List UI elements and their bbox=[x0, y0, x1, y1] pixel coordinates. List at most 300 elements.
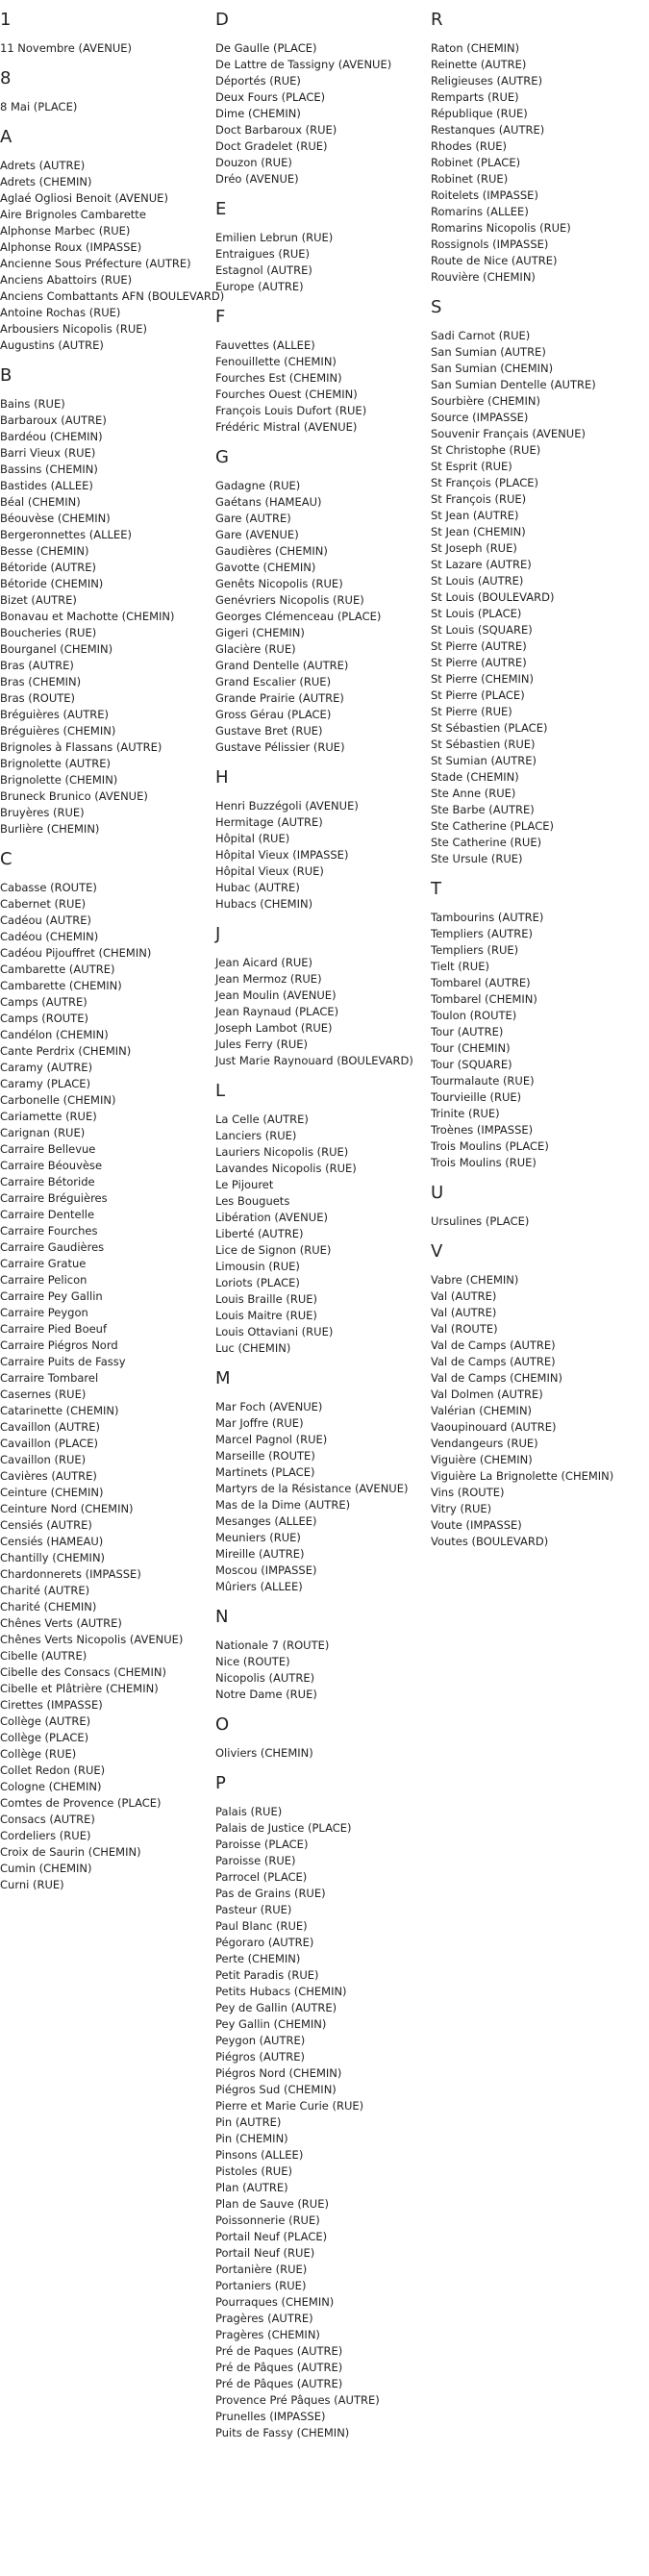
street-entry: Cibelle (AUTRE) bbox=[0, 1649, 87, 1663]
street-list bbox=[215, 40, 429, 188]
street-entry: Val (AUTRE) bbox=[431, 1306, 497, 1319]
street-entry: Martyrs de la Résistance (AVENUE) bbox=[215, 1482, 409, 1495]
letter-section-d bbox=[215, 10, 429, 188]
street-entry: Stade (CHEMIN) bbox=[431, 770, 519, 784]
street-entry: Cavaillon (RUE) bbox=[0, 1453, 87, 1466]
street-entry: Val (ROUTE) bbox=[431, 1322, 498, 1336]
street-entry: Parrocel (PLACE) bbox=[215, 1870, 308, 1884]
street-entry: Mar Foch (AVENUE) bbox=[215, 1400, 323, 1413]
street-entry: Lice de Signon (RUE) bbox=[215, 1243, 332, 1257]
street-entry: Pistoles (RUE) bbox=[215, 2164, 292, 2178]
street-entry: Cadéou (AUTRE) bbox=[0, 913, 91, 927]
section-letter-heading: B bbox=[0, 365, 12, 386]
street-entry: Carraire Peygon bbox=[0, 1306, 88, 1319]
street-entry: République (RUE) bbox=[431, 107, 528, 120]
street-entry: Ursulines (PLACE) bbox=[431, 1214, 530, 1228]
street-entry: Cavières (AUTRE) bbox=[0, 1469, 97, 1483]
street-entry: Collet Redon (RUE) bbox=[0, 1763, 106, 1777]
street-entry: Brignoles à Flassans (AUTRE) bbox=[0, 740, 162, 754]
street-entry: Candélon (CHEMIN) bbox=[0, 1028, 109, 1041]
street-entry: Grand Dentelle (AUTRE) bbox=[215, 659, 349, 672]
letter-section-f bbox=[215, 307, 429, 436]
street-entry: Ste Barbe (AUTRE) bbox=[431, 803, 535, 816]
street-entry: Carbonelle (CHEMIN) bbox=[0, 1093, 116, 1107]
street-entry: Carraire Pied Boeuf bbox=[0, 1322, 108, 1336]
street-entry: Pasteur (RUE) bbox=[215, 1903, 292, 1916]
street-entry: Pas de Grains (RUE) bbox=[215, 1887, 326, 1900]
street-entry: Perte (CHEMIN) bbox=[215, 1952, 301, 1965]
street-entry: 8 Mai (PLACE) bbox=[0, 100, 78, 113]
street-entry: Bizet (AUTRE) bbox=[0, 593, 77, 607]
letter-section-c bbox=[0, 849, 213, 1893]
street-entry: St Louis (SQUARE) bbox=[431, 623, 533, 637]
street-entry: Rouvière (CHEMIN) bbox=[431, 270, 536, 284]
street-entry: Romarins (ALLEE) bbox=[431, 205, 529, 218]
street-list bbox=[215, 1399, 429, 1595]
street-entry: Bras (CHEMIN) bbox=[0, 675, 82, 688]
street-entry: Pré de Pâques (AUTRE) bbox=[215, 2377, 343, 2390]
street-entry: Hubac (AUTRE) bbox=[215, 881, 300, 894]
street-entry: 11 Novembre (AVENUE) bbox=[0, 41, 133, 55]
street-entry: St Sébastien (RUE) bbox=[431, 738, 536, 751]
street-list bbox=[215, 230, 429, 295]
street-entry: Val de Camps (AUTRE) bbox=[431, 1338, 556, 1352]
street-entry: Burlière (CHEMIN) bbox=[0, 822, 100, 836]
street-entry: Viguière (CHEMIN) bbox=[431, 1453, 533, 1466]
street-entry: St Sumian (AUTRE) bbox=[431, 754, 537, 767]
street-entry: Aire Brignoles Cambarette bbox=[0, 208, 146, 221]
street-entry: Marcel Pagnol (RUE) bbox=[215, 1433, 328, 1446]
street-entry: Pey de Gallin (AUTRE) bbox=[215, 2001, 337, 2014]
street-entry: Moscou (IMPASSE) bbox=[215, 1563, 317, 1577]
street-entry: St Louis (BOULEVARD) bbox=[431, 590, 555, 604]
street-entry: Carraire Gaudières bbox=[0, 1240, 105, 1254]
street-entry: Mas de la Dime (AUTRE) bbox=[215, 1498, 351, 1512]
street-list bbox=[431, 910, 649, 1171]
street-entry: Vaoupinouard (AUTRE) bbox=[431, 1420, 557, 1434]
street-entry: Collège (PLACE) bbox=[0, 1731, 89, 1744]
street-entry: Gigeri (CHEMIN) bbox=[215, 626, 305, 639]
street-entry: Curni (RUE) bbox=[0, 1878, 64, 1891]
street-entry: Mûriers (ALLEE) bbox=[215, 1580, 303, 1593]
street-entry: Collège (AUTRE) bbox=[0, 1714, 91, 1728]
letter-section-u bbox=[431, 1183, 649, 1230]
section-letter-heading: O bbox=[215, 1714, 230, 1735]
street-entry: Fauvettes (ALLEE) bbox=[215, 338, 315, 352]
street-entry: Georges Clémenceau (PLACE) bbox=[215, 610, 382, 623]
letter-section-r bbox=[431, 10, 649, 286]
street-entry: Louis Maitre (RUE) bbox=[215, 1309, 317, 1322]
street-entry: Ste Catherine (PLACE) bbox=[431, 819, 554, 833]
street-list bbox=[215, 955, 429, 1069]
street-entry: Petit Paradis (RUE) bbox=[215, 1968, 319, 1982]
street-entry: Caramy (PLACE) bbox=[0, 1077, 91, 1090]
street-entry: Fenouillette (CHEMIN) bbox=[215, 355, 337, 368]
letter-section-m bbox=[215, 1368, 429, 1595]
street-entry: Carraire Pelicon bbox=[0, 1273, 87, 1287]
street-entry: Remparts (RUE) bbox=[431, 90, 519, 104]
street-entry: St François (RUE) bbox=[431, 492, 527, 506]
street-entry: Cirettes (IMPASSE) bbox=[0, 1698, 103, 1712]
street-entry: St Pierre (CHEMIN) bbox=[431, 672, 534, 686]
street-entry: Carraire Fourches bbox=[0, 1224, 98, 1238]
street-entry: Cante Perdrix (CHEMIN) bbox=[0, 1044, 132, 1058]
letter-section-j bbox=[215, 924, 429, 1069]
section-letter-heading: E bbox=[215, 199, 227, 219]
street-entry: Reinette (AUTRE) bbox=[431, 58, 527, 71]
street-entry: Ceinture Nord (CHEMIN) bbox=[0, 1502, 134, 1515]
street-entry: Libération (AVENUE) bbox=[215, 1211, 328, 1224]
street-entry: San Sumian Dentelle (AUTRE) bbox=[431, 378, 596, 391]
street-entry: Jules Ferry (RUE) bbox=[215, 1038, 309, 1051]
street-entry: Plan de Sauve (RUE) bbox=[215, 2197, 329, 2211]
street-entry: Poissonnerie (RUE) bbox=[215, 2213, 320, 2227]
section-letter-heading: N bbox=[215, 1607, 229, 1627]
street-entry: Aglaé Ogliosi Benoit (AVENUE) bbox=[0, 191, 168, 205]
street-entry: Cabernet (RUE) bbox=[0, 897, 87, 911]
letter-section-1 bbox=[0, 10, 213, 57]
street-entry: Cabasse (ROUTE) bbox=[0, 881, 97, 894]
street-entry: Marseille (ROUTE) bbox=[215, 1449, 315, 1463]
street-entry: Joseph Lambot (RUE) bbox=[215, 1021, 333, 1035]
street-entry: Carraire Tombarel bbox=[0, 1371, 99, 1385]
street-entry: Tielt (RUE) bbox=[431, 960, 489, 973]
street-entry: Bétoride (CHEMIN) bbox=[0, 577, 104, 590]
street-entry: Val Dolmen (AUTRE) bbox=[431, 1388, 543, 1401]
street-entry: Les Bouguets bbox=[215, 1194, 290, 1208]
street-entry: Ste Catherine (RUE) bbox=[431, 836, 542, 849]
street-entry: Douzon (RUE) bbox=[215, 156, 292, 169]
street-entry: St Pierre (PLACE) bbox=[431, 688, 525, 702]
letter-section-n bbox=[215, 1607, 429, 1703]
street-entry: Tourvieille (RUE) bbox=[431, 1090, 522, 1104]
street-entry: Cavaillon (PLACE) bbox=[0, 1437, 99, 1450]
street-entry: Pierre et Marie Curie (RUE) bbox=[215, 2099, 364, 2113]
street-entry: Censiés (HAMEAU) bbox=[0, 1535, 104, 1548]
street-entry: Carraire Bellevue bbox=[0, 1142, 96, 1156]
street-list bbox=[0, 40, 213, 57]
street-entry: Barri Vieux (RUE) bbox=[0, 446, 96, 460]
street-entry: Antoine Rochas (RUE) bbox=[0, 306, 121, 319]
street-entry: Valérian (CHEMIN) bbox=[431, 1404, 533, 1417]
street-entry: Petits Hubacs (CHEMIN) bbox=[215, 1985, 347, 1998]
street-entry: Paroisse (PLACE) bbox=[215, 1838, 309, 1851]
street-entry: Tour (SQUARE) bbox=[431, 1058, 512, 1071]
street-entry: Robinet (RUE) bbox=[431, 172, 509, 186]
street-entry: Pinsons (ALLEE) bbox=[215, 2148, 304, 2162]
street-entry: Carraire Gratue bbox=[0, 1257, 87, 1270]
street-entry: Alphonse Marbec (RUE) bbox=[0, 224, 131, 238]
street-entry: Pey Gallin (CHEMIN) bbox=[215, 2017, 327, 2031]
street-entry: Comtes de Provence (PLACE) bbox=[0, 1796, 162, 1810]
street-entry: Pin (CHEMIN) bbox=[215, 2132, 288, 2145]
letter-section-l bbox=[215, 1081, 429, 1357]
street-entry: Toulon (ROUTE) bbox=[431, 1009, 517, 1022]
street-entry: Tombarel (AUTRE) bbox=[431, 976, 531, 989]
street-entry: St François (PLACE) bbox=[431, 476, 539, 489]
street-entry: Hôpital (RUE) bbox=[215, 832, 290, 845]
street-entry: St Jean (CHEMIN) bbox=[431, 525, 526, 538]
street-entry: Bréguières (AUTRE) bbox=[0, 708, 110, 721]
street-entry: St Louis (AUTRE) bbox=[431, 574, 524, 588]
street-entry: Rhodes (RUE) bbox=[431, 139, 507, 153]
street-index-column-3 bbox=[431, 0, 649, 1550]
street-entry: Carraire Puits de Fassy bbox=[0, 1355, 126, 1368]
street-entry: Rossignols (IMPASSE) bbox=[431, 238, 549, 251]
section-letter-heading: H bbox=[215, 767, 229, 788]
street-entry: Portail Neuf (PLACE) bbox=[215, 2230, 328, 2243]
street-entry: Augustins (AUTRE) bbox=[0, 338, 104, 352]
street-entry: Grande Prairie (AUTRE) bbox=[215, 691, 344, 705]
street-entry: Sadi Carnot (RUE) bbox=[431, 329, 531, 342]
street-entry: Vins (ROUTE) bbox=[431, 1486, 505, 1499]
street-list bbox=[431, 328, 649, 867]
street-entry: Carraire Dentelle bbox=[0, 1208, 95, 1221]
street-index-column-1 bbox=[0, 0, 225, 1893]
section-letter-heading: U bbox=[431, 1183, 444, 1203]
street-entry: Gaétans (HAMEAU) bbox=[215, 495, 322, 509]
street-entry: Croix de Saurin (CHEMIN) bbox=[0, 1845, 141, 1859]
letter-section-g bbox=[215, 447, 429, 756]
street-entry: Pin (AUTRE) bbox=[215, 2115, 282, 2129]
street-entry: Limousin (RUE) bbox=[215, 1260, 300, 1273]
street-entry: Source (IMPASSE) bbox=[431, 411, 529, 424]
street-entry: Béouvèse (CHEMIN) bbox=[0, 512, 111, 525]
section-letter-heading: C bbox=[0, 849, 12, 869]
street-list bbox=[0, 396, 213, 838]
street-entry: Ceinture (CHEMIN) bbox=[0, 1486, 104, 1499]
street-entry: Brignolette (CHEMIN) bbox=[0, 773, 118, 787]
street-entry: Carraire Piégros Nord bbox=[0, 1338, 118, 1352]
street-entry: Bras (AUTRE) bbox=[0, 659, 74, 672]
street-entry: Brignolette (AUTRE) bbox=[0, 757, 111, 770]
street-entry: Nice (ROUTE) bbox=[215, 1655, 290, 1668]
street-entry: Anciens Abattoirs (RUE) bbox=[0, 273, 133, 287]
section-letter-heading: G bbox=[215, 447, 229, 467]
street-entry: Chênes Verts (AUTRE) bbox=[0, 1616, 122, 1630]
street-entry: St Lazare (AUTRE) bbox=[431, 558, 532, 571]
street-entry: Collège (RUE) bbox=[0, 1747, 77, 1761]
street-entry: Robinet (PLACE) bbox=[431, 156, 521, 169]
letter-section-b bbox=[0, 365, 213, 838]
street-entry: Bras (ROUTE) bbox=[0, 691, 76, 705]
street-entry: Carraire Bétoride bbox=[0, 1175, 95, 1188]
street-entry: Le Pijouret bbox=[215, 1178, 274, 1191]
street-entry: Pré de Paques (AUTRE) bbox=[215, 2344, 343, 2358]
street-list bbox=[0, 880, 213, 1893]
letter-section-p bbox=[215, 1773, 429, 2441]
street-entry: Hôpital Vieux (IMPASSE) bbox=[215, 848, 349, 862]
street-entry: Cibelle des Consacs (CHEMIN) bbox=[0, 1665, 166, 1679]
section-letter-heading: D bbox=[215, 10, 229, 30]
street-entry: Bains (RUE) bbox=[0, 397, 65, 411]
street-entry: Notre Dame (RUE) bbox=[215, 1688, 317, 1701]
street-entry: Nationale 7 (ROUTE) bbox=[215, 1638, 330, 1652]
street-entry: Bassins (CHEMIN) bbox=[0, 463, 98, 476]
street-entry: Ancienne Sous Préfecture (AUTRE) bbox=[0, 257, 191, 270]
street-list bbox=[215, 1804, 429, 2441]
street-entry: Portail Neuf (RUE) bbox=[215, 2246, 315, 2260]
street-entry: Ste Ursule (RUE) bbox=[431, 852, 523, 865]
street-entry: Camps (AUTRE) bbox=[0, 995, 87, 1009]
letter-section-t bbox=[431, 879, 649, 1171]
street-list bbox=[215, 798, 429, 913]
street-entry: Lavandes Nicopolis (RUE) bbox=[215, 1162, 357, 1175]
street-entry: Charité (CHEMIN) bbox=[0, 1600, 97, 1613]
street-entry: Cadéou (CHEMIN) bbox=[0, 930, 99, 943]
street-entry: St Esprit (RUE) bbox=[431, 460, 512, 473]
street-entry: Bruyères (RUE) bbox=[0, 806, 85, 819]
street-entry: Censiés (AUTRE) bbox=[0, 1518, 92, 1532]
street-entry: Pégoraro (AUTRE) bbox=[215, 1936, 314, 1949]
street-entry: Gare (AUTRE) bbox=[215, 512, 291, 525]
street-entry: Liberté (AUTRE) bbox=[215, 1227, 304, 1240]
street-entry: Trois Moulins (RUE) bbox=[431, 1156, 537, 1169]
street-entry: Tour (AUTRE) bbox=[431, 1025, 504, 1038]
street-entry: Mesanges (ALLEE) bbox=[215, 1514, 317, 1528]
street-entry: Chantilly (CHEMIN) bbox=[0, 1551, 106, 1564]
street-entry: Bardéou (CHEMIN) bbox=[0, 430, 103, 443]
street-entry: Gustave Pélissier (RUE) bbox=[215, 740, 345, 754]
street-entry: Piégros Sud (CHEMIN) bbox=[215, 2083, 337, 2096]
street-entry: Bastides (ALLEE) bbox=[0, 479, 93, 492]
street-entry: Vendangeurs (RUE) bbox=[431, 1437, 538, 1450]
letter-section-8 bbox=[0, 68, 213, 115]
street-entry: Piégros Nord (CHEMIN) bbox=[215, 2066, 342, 2080]
street-entry: St Joseph (RUE) bbox=[431, 541, 517, 555]
street-entry: Paul Blanc (RUE) bbox=[215, 1919, 308, 1933]
street-entry: Frédéric Mistral (AVENUE) bbox=[215, 420, 358, 434]
street-entry: Bourganel (CHEMIN) bbox=[0, 642, 113, 656]
street-entry: La Celle (AUTRE) bbox=[215, 1113, 309, 1126]
street-entry: Viguière La Brignolette (CHEMIN) bbox=[431, 1469, 614, 1483]
street-entry: Cumin (CHEMIN) bbox=[0, 1862, 92, 1875]
street-entry: Route de Nice (AUTRE) bbox=[431, 254, 558, 267]
street-entry: Pourraques (CHEMIN) bbox=[215, 2295, 335, 2309]
section-letter-heading: M bbox=[215, 1368, 231, 1388]
street-entry: Palais (RUE) bbox=[215, 1805, 283, 1818]
street-entry: Troènes (IMPASSE) bbox=[431, 1123, 534, 1137]
street-entry: Cariamette (RUE) bbox=[0, 1110, 97, 1123]
letter-section-v bbox=[431, 1241, 649, 1550]
street-entry: Cambarette (CHEMIN) bbox=[0, 979, 122, 992]
street-entry: Tombarel (CHEMIN) bbox=[431, 992, 537, 1006]
street-entry: Entraigues (RUE) bbox=[215, 247, 310, 261]
street-entry: Gare (AVENUE) bbox=[215, 528, 299, 541]
street-entry: Pragères (AUTRE) bbox=[215, 2312, 313, 2325]
street-entry: Carraire Pey Gallin bbox=[0, 1289, 103, 1303]
section-letter-heading: R bbox=[431, 10, 443, 30]
street-entry: Henri Buzzégoli (AVENUE) bbox=[215, 799, 359, 813]
section-letter-heading: J bbox=[215, 924, 221, 944]
street-entry: Sourbière (CHEMIN) bbox=[431, 394, 540, 408]
street-entry: Doct Barbaroux (RUE) bbox=[215, 123, 337, 137]
street-entry: Jean Moulin (AVENUE) bbox=[215, 988, 337, 1002]
street-entry: Val de Camps (CHEMIN) bbox=[431, 1371, 562, 1385]
street-entry: Besse (CHEMIN) bbox=[0, 544, 89, 558]
street-entry: Templiers (RUE) bbox=[431, 943, 519, 957]
street-entry: Cibelle et Plâtrière (CHEMIN) bbox=[0, 1682, 159, 1695]
street-entry: Lanciers (RUE) bbox=[215, 1129, 297, 1142]
letter-section-o bbox=[215, 1714, 429, 1762]
street-entry: Catarinette (CHEMIN) bbox=[0, 1404, 119, 1417]
street-entry: Europe (AUTRE) bbox=[215, 280, 304, 293]
street-index-column-2 bbox=[215, 0, 429, 2441]
street-entry: Déportés (RUE) bbox=[215, 74, 301, 88]
street-entry: Adrets (CHEMIN) bbox=[0, 175, 92, 188]
street-entry: Glacière (RUE) bbox=[215, 642, 296, 656]
street-entry: Deux Fours (PLACE) bbox=[215, 90, 326, 104]
street-entry: Plan (AUTRE) bbox=[215, 2181, 288, 2194]
street-entry: Bruneck Brunico (AVENUE) bbox=[0, 789, 148, 803]
street-entry: Lauriers Nicopolis (RUE) bbox=[215, 1145, 349, 1159]
street-entry: Puits de Fassy (CHEMIN) bbox=[215, 2426, 350, 2439]
street-entry: François Louis Dufort (RUE) bbox=[215, 404, 367, 417]
street-list bbox=[0, 158, 225, 354]
street-entry: Religieuses (AUTRE) bbox=[431, 74, 543, 88]
street-entry: St Pierre (AUTRE) bbox=[431, 639, 527, 653]
street-entry: St Pierre (RUE) bbox=[431, 705, 512, 718]
street-entry: Hubacs (CHEMIN) bbox=[215, 897, 313, 911]
street-entry: Tourmalaute (RUE) bbox=[431, 1074, 535, 1088]
street-entry: Fourches Ouest (CHEMIN) bbox=[215, 388, 358, 401]
street-entry: Bétoride (AUTRE) bbox=[0, 561, 97, 574]
street-entry: Camps (ROUTE) bbox=[0, 1012, 88, 1025]
street-entry: Gaudières (CHEMIN) bbox=[215, 544, 328, 558]
street-entry: Romarins Nicopolis (RUE) bbox=[431, 221, 571, 235]
letter-section-h bbox=[215, 767, 429, 913]
street-entry: Portaniers (RUE) bbox=[215, 2279, 307, 2292]
section-letter-heading: 1 bbox=[0, 10, 12, 30]
street-entry: Bréguières (CHEMIN) bbox=[0, 724, 116, 738]
street-entry: Gavotte (CHEMIN) bbox=[215, 561, 316, 574]
street-entry: Cadéou Pijouffret (CHEMIN) bbox=[0, 946, 152, 960]
street-entry: Carraire Bréguières bbox=[0, 1191, 108, 1205]
street-entry: Grand Escalier (RUE) bbox=[215, 675, 332, 688]
street-list bbox=[431, 1213, 649, 1230]
street-entry: Alphonse Roux (IMPASSE) bbox=[0, 240, 142, 254]
street-entry: Arbousiers Nicopolis (RUE) bbox=[0, 322, 148, 336]
street-entry: Hôpital Vieux (RUE) bbox=[215, 864, 324, 878]
street-entry: Estagnol (AUTRE) bbox=[215, 263, 312, 277]
street-list bbox=[215, 1745, 429, 1762]
street-entry: Just Marie Raynouard (BOULEVARD) bbox=[215, 1054, 413, 1067]
street-entry: Meuniers (RUE) bbox=[215, 1531, 301, 1544]
street-entry: Nicopolis (AUTRE) bbox=[215, 1671, 315, 1685]
street-entry: Prunelles (IMPASSE) bbox=[215, 2410, 326, 2423]
street-entry: Jean Aicard (RUE) bbox=[215, 956, 313, 969]
street-entry: Mireille (AUTRE) bbox=[215, 1547, 305, 1561]
street-entry: Louis Braille (RUE) bbox=[215, 1292, 317, 1306]
street-entry: Gross Gérau (PLACE) bbox=[215, 708, 332, 721]
street-entry: Gadagne (RUE) bbox=[215, 479, 301, 492]
street-entry: Louis Ottaviani (RUE) bbox=[215, 1325, 334, 1338]
street-entry: San Sumian (CHEMIN) bbox=[431, 362, 554, 375]
street-entry: Bergeronnettes (ALLEE) bbox=[0, 528, 132, 541]
street-list bbox=[215, 338, 429, 436]
street-entry: Doct Gradelet (RUE) bbox=[215, 139, 328, 153]
street-list bbox=[0, 99, 213, 115]
street-entry: Casernes (RUE) bbox=[0, 1388, 87, 1401]
street-entry: Val de Camps (AUTRE) bbox=[431, 1355, 556, 1368]
street-entry: Pré de Pâques (AUTRE) bbox=[215, 2361, 343, 2374]
street-list bbox=[215, 1112, 429, 1357]
street-entry: Pragères (CHEMIN) bbox=[215, 2328, 320, 2341]
street-entry: Gustave Bret (RUE) bbox=[215, 724, 323, 738]
street-entry: Boucheries (RUE) bbox=[0, 626, 97, 639]
street-entry: Béal (CHEMIN) bbox=[0, 495, 81, 509]
street-entry: Adrets (AUTRE) bbox=[0, 159, 86, 172]
